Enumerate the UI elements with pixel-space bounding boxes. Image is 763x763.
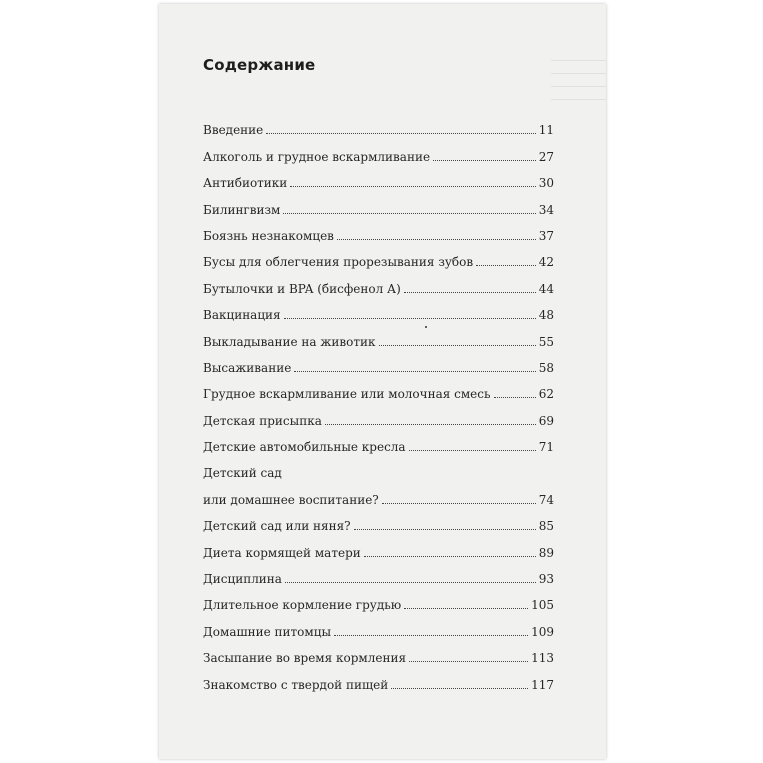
toc-entry [203, 165, 554, 191]
toc-entry [203, 138, 554, 164]
dot-leader [404, 292, 536, 293]
dot-leader [294, 371, 535, 372]
dot-leader [325, 424, 536, 425]
toc-entry-page: 113 [531, 651, 554, 666]
toc-entry-title: Высаживание [203, 360, 292, 375]
toc-entry-title: Бусы для облегчения прорезывания зубов [203, 255, 474, 270]
toc-entry [203, 297, 554, 323]
toc-entry-page: 85 [538, 519, 554, 534]
toc-entry-page: 11 [538, 123, 554, 138]
toc-entry-title: Дисциплина [203, 572, 282, 587]
toc-entry-title: Знакомство с твердой пищей [203, 677, 389, 692]
dot-leader [433, 160, 536, 161]
toc-entry-page: 48 [538, 308, 554, 323]
toc-entry-title: Выкладывание на животик [203, 334, 376, 349]
toc-entry-title: Детские автомобильные кресла [203, 440, 406, 455]
toc-entry [203, 429, 554, 455]
dot-leader [337, 239, 536, 240]
dot-leader [409, 661, 528, 662]
toc-entry-title: Детская присыпка [203, 413, 322, 428]
toc-entry-page: 69 [538, 413, 554, 428]
toc-entry-title: Засыпание во время кормления [203, 651, 407, 666]
toc-entry [203, 613, 554, 639]
toc-entry-page: 93 [538, 572, 554, 587]
toc-entry-title: Билингвизм [203, 202, 281, 217]
dot-leader [334, 635, 528, 636]
dot-leader [364, 556, 536, 557]
toc-entry [203, 587, 554, 613]
toc-entry-page: 71 [538, 440, 554, 455]
dot-leader [284, 318, 536, 319]
toc-entry-page: 109 [531, 624, 554, 639]
toc-entry [203, 666, 554, 692]
show-through-text [551, 60, 606, 100]
toc-entry [203, 561, 554, 587]
toc-entry-page: 27 [538, 149, 554, 164]
dot-leader [379, 345, 536, 346]
toc-entry-page: 37 [538, 228, 554, 243]
toc-entry [203, 455, 554, 508]
toc-entry-page: 62 [538, 387, 554, 402]
toc-entry-page: 105 [531, 598, 554, 613]
toc-entry-page: 44 [538, 281, 554, 296]
toc-entry-title: Алкоголь и грудное вскармливание [203, 149, 431, 164]
dot-leader [382, 503, 536, 504]
toc-entry-title: Введение [203, 123, 264, 138]
dot-leader [391, 688, 528, 689]
toc-entry-title: Грудное вскармливание или молочная смесь [203, 387, 491, 402]
toc-entry [203, 218, 554, 244]
toc-entry [203, 191, 554, 217]
toc-entry-page: 74 [538, 492, 554, 507]
dot-leader [494, 397, 536, 398]
toc-entry [203, 323, 554, 349]
toc-entry-page: 34 [538, 202, 554, 217]
toc-entry-title: Антибиотики [203, 176, 288, 191]
toc-entry-title-line2: или домашнее воспитание? [203, 492, 379, 507]
contents-heading: Содержание [203, 56, 316, 74]
toc-entry-title: Домашние питомцы [203, 624, 331, 639]
toc-entry-page: 58 [538, 360, 554, 375]
dot-leader [285, 582, 536, 583]
toc-entry [203, 244, 554, 270]
toc-entry-title: Диета кормящей матери [203, 545, 361, 560]
dot-leader [354, 529, 536, 530]
print-speck [425, 326, 427, 328]
toc-entry [203, 112, 554, 138]
toc-entry-title: Боязнь незнакомцев [203, 228, 334, 243]
toc-entry-title-line1: Детский сад [203, 466, 282, 481]
toc-entry [203, 350, 554, 376]
dot-leader [404, 608, 528, 609]
toc-entry-page: 117 [531, 677, 554, 692]
toc-entry-title: Вакцинация [203, 308, 281, 323]
toc-entry-title: Бутылочки и BPA (бисфенол А) [203, 281, 401, 296]
toc-entry-page: 89 [538, 545, 554, 560]
book-page [159, 4, 606, 759]
toc-entry [203, 508, 554, 534]
dot-leader [283, 213, 535, 214]
toc-entry [203, 402, 554, 428]
toc-entry-page: 55 [538, 334, 554, 349]
toc-entry-line2 [203, 481, 554, 507]
toc-entry-page: 42 [538, 255, 554, 270]
toc-entry-page: 30 [538, 176, 554, 191]
toc-entry-title: Детский сад или няня? [203, 519, 351, 534]
toc-entry-title: Длительное кормление грудью [203, 598, 402, 613]
toc-entry [203, 534, 554, 560]
dot-leader [266, 133, 535, 134]
table-of-contents [203, 112, 554, 693]
toc-entry [203, 270, 554, 296]
dot-leader [290, 186, 535, 187]
dot-leader [476, 265, 536, 266]
toc-entry [203, 376, 554, 402]
toc-entry [203, 640, 554, 666]
dot-leader [409, 450, 536, 451]
